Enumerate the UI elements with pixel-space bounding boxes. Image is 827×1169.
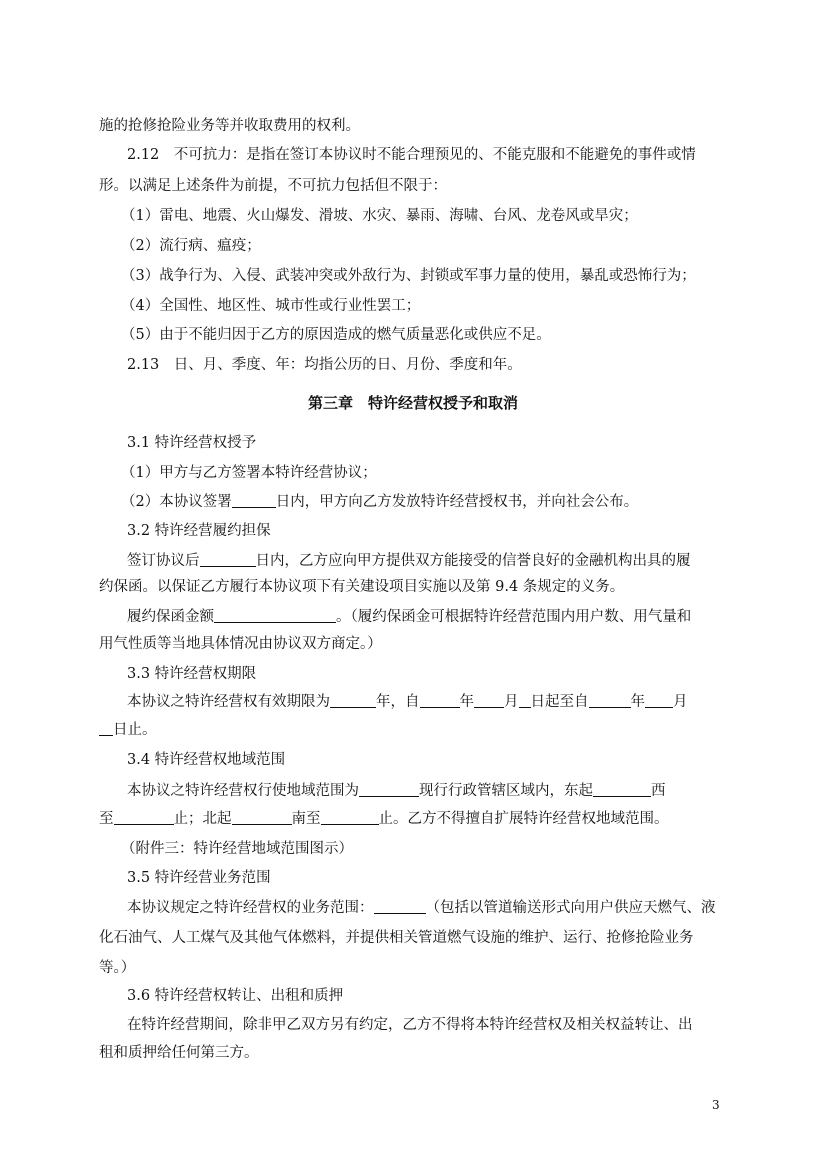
- text-segment: 西: [651, 783, 666, 799]
- paragraph-line: [127, 898, 716, 918]
- text-segment: 本协议之特许经营权行使地域范围为: [127, 783, 359, 799]
- fill-blank[interactable]: [593, 781, 651, 797]
- text-segment: 止；北起: [173, 811, 232, 827]
- section-title-3-2: 3.2 特许经营履约担保: [127, 523, 271, 539]
- text-segment: 签订协议后: [127, 553, 200, 569]
- text-segment: （包括以管道输送形式向用户供应天燃气、液: [425, 900, 716, 916]
- paragraph-line: [127, 692, 688, 712]
- list-item: （1）雷电、地震、火山爆发、滑坡、水灾、暴雨、海啸、台风、龙卷风或旱灾；: [121, 208, 638, 224]
- list-item: （4）全国性、地区性、城市性或行业性罢工；: [121, 298, 421, 314]
- section-title-3-6: 3.6 特许经营权转让、出租和质押: [127, 988, 344, 1004]
- text-segment: 日内，甲方向乙方发放特许经营授权书，并向社会公布。: [275, 494, 639, 510]
- fill-blank[interactable]: [114, 809, 174, 825]
- text-segment: 履约保函金额: [127, 609, 214, 625]
- page-number: 3: [712, 1098, 720, 1112]
- list-item: [121, 492, 638, 512]
- list-item: （3）战争行为、入侵、武装冲突或外敌行为、封锁或军事力量的使用，暴乱或恐怖行为；: [121, 268, 696, 284]
- fill-blank[interactable]: [359, 781, 419, 797]
- chapter-title: 第三章 特许经营权授予和取消: [307, 394, 518, 412]
- section-title-3-5: 3.5 特许经营业务范围: [127, 870, 271, 886]
- text-segment: 至: [99, 811, 114, 827]
- text-segment: 本协议之特许经营权有效期限为: [127, 694, 330, 710]
- fill-blank[interactable]: [214, 607, 336, 623]
- fill-blank[interactable]: [200, 551, 256, 567]
- section-title-3-3: 3.3 特许经营权期限: [127, 666, 257, 682]
- list-item: （2）流行病、瘟疫；: [121, 238, 261, 254]
- paragraph-line: [127, 551, 691, 571]
- text-segment: 日止。: [113, 722, 157, 738]
- paragraph-line: [99, 720, 157, 740]
- text-segment: 。（履约保函金可根据特许经营范围内用户数、用气量和: [336, 609, 692, 625]
- fill-blank[interactable]: [645, 692, 673, 708]
- fill-blank[interactable]: [330, 692, 376, 708]
- text-segment: 年: [630, 694, 645, 710]
- fill-blank[interactable]: [321, 809, 379, 825]
- paragraph-line: 用气性质等当地具体情况由协议双方商定。）: [99, 636, 382, 652]
- text-segment: 南至: [291, 811, 321, 827]
- paragraph-line: 约保函。以保证乙方履行本协议项下有关建设项目实施以及第 9.4 条规定的义务。: [99, 579, 625, 595]
- text-segment: 月: [504, 694, 519, 710]
- text-segment: （2）本协议签署: [121, 494, 232, 510]
- text-line: 施的抢修抢险业务等并收取费用的权利。: [99, 118, 360, 134]
- fill-blank[interactable]: [374, 898, 426, 914]
- fill-blank[interactable]: [232, 809, 292, 825]
- paragraph-line: 等。）: [99, 960, 136, 976]
- paragraph-line: [127, 781, 666, 801]
- section-title-3-1: 3.1 特许经营权授予: [127, 435, 257, 451]
- attachment-note: （附件三：特许经营地域范围图示）: [121, 841, 353, 857]
- paragraph-line: [127, 607, 691, 627]
- fill-blank[interactable]: [420, 692, 460, 708]
- fill-blank[interactable]: [99, 720, 113, 736]
- paragraph-line: 化石油气、人工煤气及其他气体燃料，并提供相关管道燃气设施的维护、运行、抢修抢险业务: [99, 930, 694, 946]
- section-title-3-4: 3.4 特许经营权地域范围: [127, 752, 286, 768]
- paragraph-line: [99, 809, 669, 829]
- text-segment: 年: [459, 694, 474, 710]
- clause-2-13: 2.13 日、月、季度、年：均指公历的日、月份、季度和年。: [127, 357, 522, 373]
- fill-blank[interactable]: [589, 692, 631, 708]
- paragraph-line: 在特许经营期间，除非甲乙双方另有约定，乙方不得将本特许经营权及相关权益转让、出: [127, 1017, 693, 1033]
- list-item: （5）由于不能归因于乙方的原因造成的燃气质量恶化或供应不足。: [121, 327, 551, 343]
- list-item: （1）甲方与乙方签署本特许经营协议；: [121, 465, 377, 481]
- text-segment: 月: [673, 694, 688, 710]
- fill-blank[interactable]: [519, 692, 531, 708]
- text-segment: 年，自: [376, 694, 420, 710]
- fill-blank[interactable]: [474, 692, 504, 708]
- text-segment: 现行行政管辖区域内，东起: [419, 783, 593, 799]
- clause-2-12: 2.12 不可抗力：是指在签订本协议时不能合理预见的、不能克服和不能避免的事件或情: [127, 147, 696, 163]
- text-segment: 日起至自: [530, 694, 589, 710]
- paragraph-line: 租和质押给任何第三方。: [99, 1045, 259, 1061]
- text-line: 形。以满足上述条件为前提，不可抗力包括但不限于：: [99, 178, 447, 194]
- text-segment: 日内，乙方应向甲方提供双方能接受的信誉良好的金融机构出具的履: [255, 553, 691, 569]
- fill-blank[interactable]: [232, 492, 276, 508]
- text-segment: 止。乙方不得擅自扩展特许经营权地域范围。: [378, 811, 669, 827]
- text-segment: 本协议规定之特许经营权的业务范围：: [127, 900, 374, 916]
